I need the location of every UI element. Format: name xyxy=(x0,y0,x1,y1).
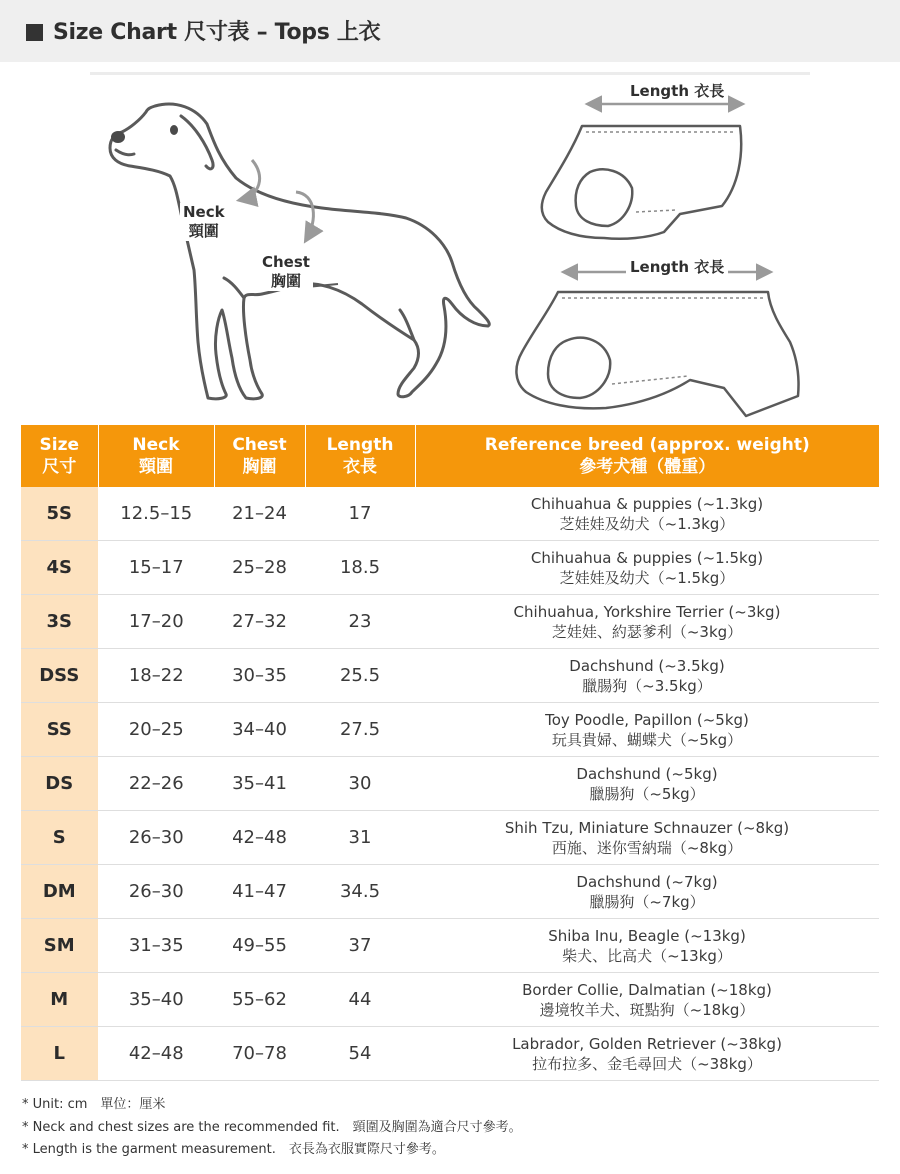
dog-eye-icon xyxy=(170,125,178,135)
table-row xyxy=(21,595,879,649)
breed-en: Shih Tzu, Miniature Schnauzer (~8kg) xyxy=(504,818,790,837)
size-cell: SM xyxy=(21,919,98,973)
breed-en: Chihuahua & puppies (~1.3kg) xyxy=(530,494,764,513)
breed-en: Border Collie, Dalmatian (~18kg) xyxy=(522,980,772,999)
breed-zh: 臘腸狗（~3.5kg） xyxy=(582,676,712,695)
breed-cell xyxy=(415,919,879,973)
garment-small-outline-icon xyxy=(542,126,741,239)
breed-zh: 柴犬、比高犬（~13kg） xyxy=(562,946,732,965)
size-cell: SS xyxy=(21,703,98,757)
length-cell: 25.5 xyxy=(305,649,415,703)
footnote-fit: * Neck and chest sizes are the recommended fit. 頸圍及胸圍為適合尺寸參考。 xyxy=(22,1119,522,1135)
length-cell: 34.5 xyxy=(305,865,415,919)
header-chest: Chest 胸圍 xyxy=(214,425,305,487)
breed-cell xyxy=(415,541,879,595)
footnote-length: * Length is the garment measurement. 衣長為衣服實際尺寸參考。 xyxy=(22,1142,445,1157)
breed-en: Chihuahua & puppies (~1.5kg) xyxy=(530,548,764,567)
breed-zh: 芝娃娃及幼犬（~1.5kg） xyxy=(559,568,735,587)
length-cell: 30 xyxy=(305,757,415,811)
table-row xyxy=(21,703,879,757)
table-row xyxy=(21,919,879,973)
size-cell: DS xyxy=(21,757,98,811)
breed-cell xyxy=(415,757,879,811)
length-cell: 44 xyxy=(305,973,415,1027)
dog-nose-icon xyxy=(111,131,125,143)
header-neck: Neck 頸圍 xyxy=(98,425,214,487)
title-bar xyxy=(0,0,900,62)
table-row xyxy=(21,973,879,1027)
page-title: Size Chart 尺寸表 – Tops 上衣 xyxy=(53,20,381,45)
chest-cell: 27–32 xyxy=(214,595,305,649)
chest-label: Chest 胸圍 xyxy=(259,253,313,291)
neck-cell: 17–20 xyxy=(98,595,214,649)
table-row xyxy=(21,487,879,541)
length-cell: 54 xyxy=(305,1027,415,1081)
size-cell: 4S xyxy=(21,541,98,595)
measurement-diagram xyxy=(0,76,900,426)
breed-en: Toy Poodle, Papillon (~5kg) xyxy=(545,710,749,729)
breed-zh: 邊境牧羊犬、斑點狗（~18kg） xyxy=(539,1000,755,1019)
length-cell: 31 xyxy=(305,811,415,865)
breed-cell xyxy=(415,1027,879,1081)
breed-cell xyxy=(415,973,879,1027)
table-row xyxy=(21,649,879,703)
breed-zh: 拉布拉多、金毛尋回犬（~38kg） xyxy=(532,1054,762,1073)
breed-en: Dachshund (~5kg) xyxy=(576,764,718,783)
size-cell: 5S xyxy=(21,487,98,541)
breed-en: Shiba Inu, Beagle (~13kg) xyxy=(548,926,746,945)
breed-cell xyxy=(415,595,879,649)
chest-cell: 35–41 xyxy=(214,757,305,811)
neck-cell: 12.5–15 xyxy=(98,487,214,541)
neck-cell: 42–48 xyxy=(98,1027,214,1081)
size-cell: DM xyxy=(21,865,98,919)
neck-label: Neck 頸圍 xyxy=(180,203,228,241)
breed-zh: 玩具貴婦、蝴蝶犬（~5kg） xyxy=(551,730,743,749)
dog-outline-icon xyxy=(110,104,489,399)
table-header-row xyxy=(21,425,879,487)
neck-cell: 35–40 xyxy=(98,973,214,1027)
header-length: Length 衣長 xyxy=(305,425,415,487)
size-cell: DSS xyxy=(21,649,98,703)
breed-zh: 臘腸狗（~7kg） xyxy=(589,892,705,911)
length-cell: 23 xyxy=(305,595,415,649)
breed-cell xyxy=(415,865,879,919)
neck-cell: 26–30 xyxy=(98,811,214,865)
header-size: Size 尺寸 xyxy=(21,425,98,487)
table-row xyxy=(21,865,879,919)
breed-en: Labrador, Golden Retriever (~38kg) xyxy=(512,1034,782,1053)
size-cell: M xyxy=(21,973,98,1027)
breed-en: Chihuahua, Yorkshire Terrier (~3kg) xyxy=(513,602,781,621)
chest-cell: 55–62 xyxy=(214,973,305,1027)
length-cell: 17 xyxy=(305,487,415,541)
size-cell: S xyxy=(21,811,98,865)
chest-cell: 42–48 xyxy=(214,811,305,865)
size-table xyxy=(21,425,879,1081)
length-label-top: Length 衣長 xyxy=(626,82,728,101)
divider xyxy=(90,72,810,75)
breed-cell xyxy=(415,703,879,757)
breed-zh: 芝娃娃及幼犬（~1.3kg） xyxy=(559,514,735,533)
chest-cell: 34–40 xyxy=(214,703,305,757)
neck-cell: 15–17 xyxy=(98,541,214,595)
chest-cell: 30–35 xyxy=(214,649,305,703)
breed-en: Dachshund (~7kg) xyxy=(576,872,718,891)
breed-cell xyxy=(415,649,879,703)
neck-cell: 31–35 xyxy=(98,919,214,973)
neck-cell: 18–22 xyxy=(98,649,214,703)
chest-cell: 41–47 xyxy=(214,865,305,919)
table-row xyxy=(21,757,879,811)
square-bullet-icon xyxy=(26,24,43,41)
neck-cell: 20–25 xyxy=(98,703,214,757)
chest-cell: 25–28 xyxy=(214,541,305,595)
neck-cell: 26–30 xyxy=(98,865,214,919)
chest-cell: 21–24 xyxy=(214,487,305,541)
breed-en: Dachshund (~3.5kg) xyxy=(569,656,725,675)
footnote-unit: * Unit: cm 單位：厘米 xyxy=(22,1097,166,1112)
illustration-area xyxy=(0,76,900,426)
chest-cell: 70–78 xyxy=(214,1027,305,1081)
length-cell: 18.5 xyxy=(305,541,415,595)
garment-large-outline-icon xyxy=(516,292,798,416)
header-reference-breed: Reference breed (approx. weight) 參考犬種（體重） xyxy=(415,425,879,487)
breed-zh: 西施、迷你雪納瑞（~8kg） xyxy=(551,838,743,857)
length-cell: 37 xyxy=(305,919,415,973)
size-cell: L xyxy=(21,1027,98,1081)
length-cell: 27.5 xyxy=(305,703,415,757)
breed-zh: 芝娃娃、約瑟爹利（~3kg） xyxy=(551,622,743,641)
chest-cell: 49–55 xyxy=(214,919,305,973)
breed-zh: 臘腸狗（~5kg） xyxy=(589,784,705,803)
footnotes xyxy=(22,1094,522,1162)
table-row xyxy=(21,541,879,595)
breed-cell xyxy=(415,811,879,865)
table-row xyxy=(21,1027,879,1081)
length-label-bottom: Length 衣長 xyxy=(626,258,728,277)
breed-cell xyxy=(415,487,879,541)
neck-cell: 22–26 xyxy=(98,757,214,811)
size-cell: 3S xyxy=(21,595,98,649)
table-row xyxy=(21,811,879,865)
